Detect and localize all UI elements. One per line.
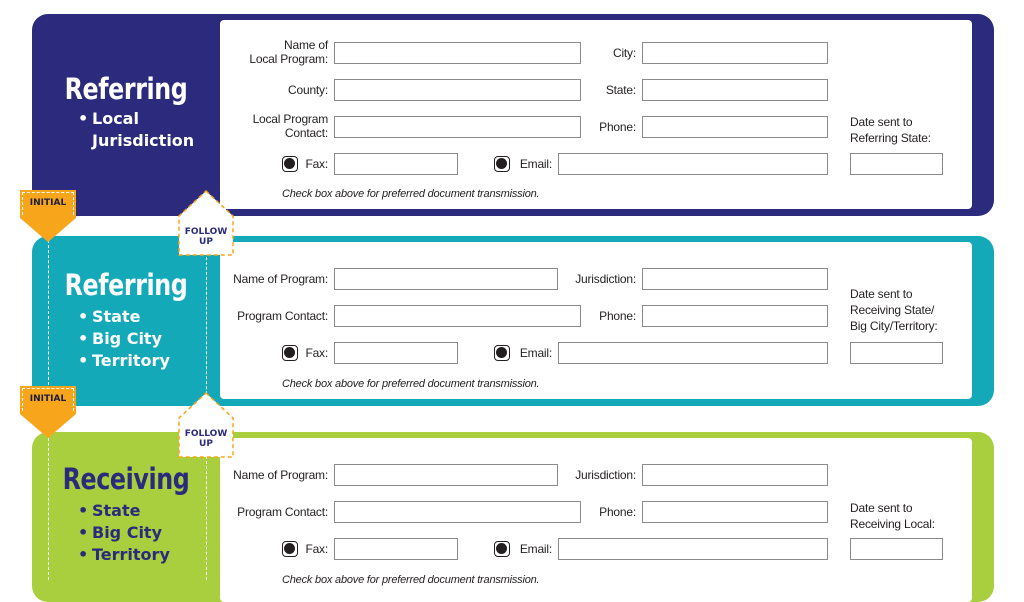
- name-label: Name of Local Program:: [249, 38, 328, 66]
- referring-state-panel: [32, 236, 994, 406]
- transmission-note: Check box above for preferred document transmission.: [282, 574, 540, 586]
- date-sent-label: Date sent to Referring State:: [850, 115, 931, 145]
- program-contact-label: Program Contact:: [237, 505, 328, 519]
- contact-label: Local Program Contact:: [252, 112, 328, 140]
- program-contact-label: Program Contact:: [237, 309, 328, 323]
- fax-checkbox[interactable]: [282, 156, 298, 172]
- date-sent-label: Date sent to Receiving State/ Big City/Territory:: [850, 287, 938, 333]
- date-sent-field[interactable]: [850, 342, 943, 364]
- initial-label: INITIAL: [29, 394, 67, 404]
- fax-label: Fax:: [305, 542, 328, 556]
- email-checkbox[interactable]: [494, 345, 510, 361]
- form-area: [220, 438, 972, 602]
- date-sent-field[interactable]: [850, 153, 943, 175]
- follow-label: FOLLOW: [184, 227, 228, 237]
- flow-line: [48, 240, 49, 390]
- city-field[interactable]: [642, 42, 828, 64]
- state-label: State:: [605, 83, 636, 97]
- jurisdiction-label: Jurisdiction:: [575, 272, 636, 286]
- county-field[interactable]: [334, 79, 581, 101]
- section-title: Receiving: [62, 462, 190, 496]
- email-checkbox[interactable]: [494, 156, 510, 172]
- form-area: [220, 242, 972, 399]
- bullet-item: • State: [78, 501, 141, 520]
- bullet-item: Jurisdiction: [92, 131, 195, 150]
- email-field[interactable]: [558, 538, 828, 560]
- date-sent-label: Date sent to Receiving Local:: [850, 501, 935, 531]
- fax-label: Fax:: [305, 346, 328, 360]
- transmission-note: Check box above for preferred document transmission.: [282, 378, 540, 390]
- flow-line: [48, 438, 49, 580]
- phone-field[interactable]: [642, 305, 828, 327]
- fax-field[interactable]: [334, 342, 458, 364]
- flow-line: [206, 252, 207, 404]
- local-program-contact-field[interactable]: [334, 116, 581, 138]
- receiving-state-panel: [32, 432, 994, 602]
- initial-arrow-tag: [20, 386, 76, 414]
- flow-line: [206, 456, 207, 580]
- form-area: [220, 20, 972, 209]
- up-label: UP: [199, 237, 213, 247]
- program-name-label: Name of Program:: [233, 468, 328, 482]
- transmission-note: Check box above for preferred document transmission.: [282, 188, 540, 200]
- city-label: City:: [612, 46, 636, 60]
- jurisdiction-field[interactable]: [642, 464, 828, 486]
- initial-arrow-tag: [20, 190, 76, 218]
- jurisdiction-label: Jurisdiction:: [575, 468, 636, 482]
- phone-label: Phone:: [599, 505, 636, 519]
- section-bullets: [78, 108, 194, 152]
- jurisdiction-field[interactable]: [642, 268, 828, 290]
- section-bullets: [78, 500, 170, 566]
- email-label: Email:: [519, 542, 552, 556]
- bullet-item: • Territory: [78, 351, 170, 370]
- bullet-item: • Big City: [78, 523, 163, 542]
- fax-checkbox[interactable]: [282, 541, 298, 557]
- phone-label: Phone:: [599, 309, 636, 323]
- bullet-item: • State: [78, 307, 141, 326]
- phone-label: Phone:: [599, 120, 636, 134]
- section-bullets: [78, 306, 170, 372]
- referring-state-sidebar: [32, 236, 220, 406]
- referring-local-sidebar: [32, 14, 220, 216]
- county-label: County:: [288, 83, 328, 97]
- state-field[interactable]: [642, 79, 828, 101]
- email-label: Email:: [519, 346, 552, 360]
- program-name-field[interactable]: [334, 464, 558, 486]
- program-name-label: Name of Program:: [233, 272, 328, 286]
- referring-local-panel: [32, 14, 994, 216]
- section-title: Referring: [64, 268, 188, 302]
- email-field[interactable]: [558, 342, 828, 364]
- follow-up-arrow-tag: [178, 190, 234, 256]
- initial-label: INITIAL: [29, 198, 67, 208]
- local-program-name-field[interactable]: [334, 42, 581, 64]
- fax-field[interactable]: [334, 153, 458, 175]
- phone-field[interactable]: [642, 501, 828, 523]
- email-field[interactable]: [558, 153, 828, 175]
- fax-label: Fax:: [305, 157, 328, 171]
- follow-up-arrow-tag: [178, 392, 234, 458]
- fax-field[interactable]: [334, 538, 458, 560]
- program-contact-field[interactable]: [334, 305, 581, 327]
- email-label: Email:: [519, 157, 552, 171]
- date-sent-field[interactable]: [850, 538, 943, 560]
- follow-label: FOLLOW: [184, 429, 228, 439]
- phone-field[interactable]: [642, 116, 828, 138]
- program-contact-field[interactable]: [334, 501, 581, 523]
- bullet-item: • Local: [78, 109, 139, 128]
- bullet-item: • Big City: [78, 329, 163, 348]
- bullet-item: • Territory: [78, 545, 170, 564]
- email-checkbox[interactable]: [494, 541, 510, 557]
- program-name-field[interactable]: [334, 268, 558, 290]
- fax-checkbox[interactable]: [282, 345, 298, 361]
- up-label: UP: [199, 439, 213, 449]
- section-title: Referring: [64, 72, 188, 106]
